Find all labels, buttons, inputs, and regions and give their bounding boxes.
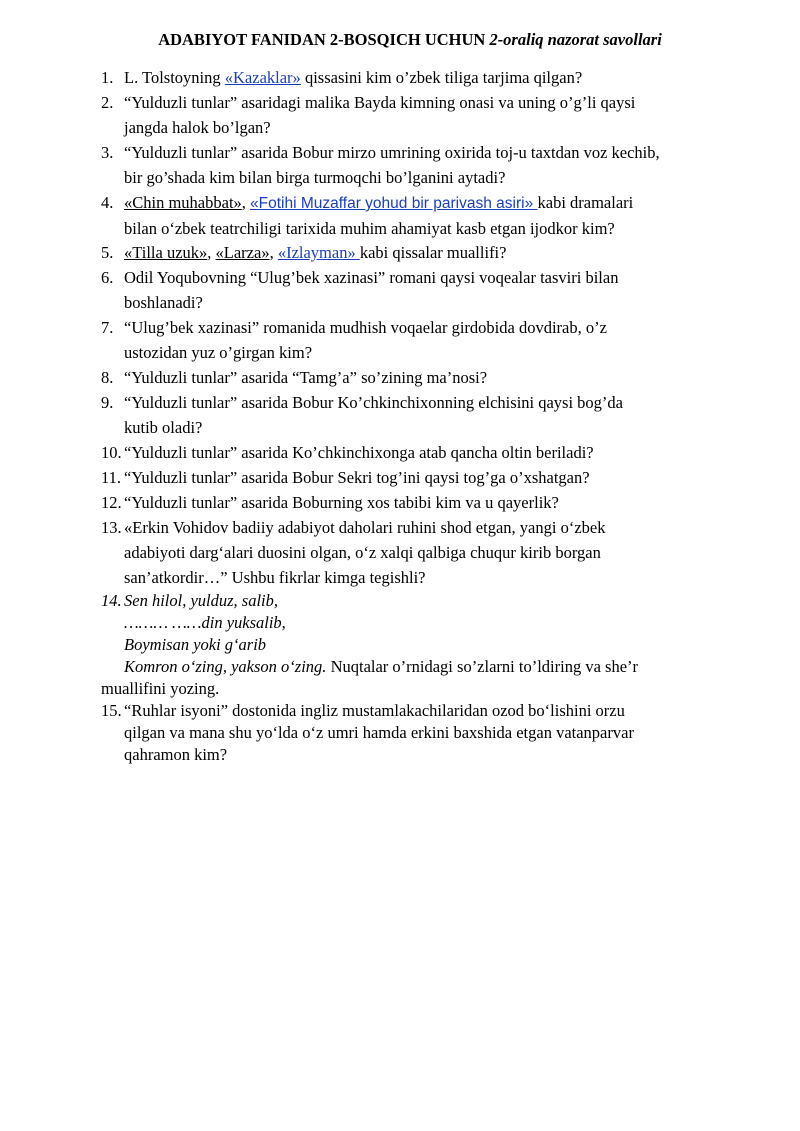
question-line: “Yulduzli tunlar” asarida Bobur mirzo umrining oxirida toj-u taxtdan voz kechib,	[124, 143, 660, 162]
question-text: kabi dramalari	[537, 193, 634, 212]
question-number: 10.	[101, 443, 122, 462]
question-text: qissasini kim o’zbek tiliga tarjima qilgan?	[300, 68, 583, 87]
question-14	[101, 590, 781, 700]
question-line: “Yulduzli tunlar” asarida Bobur Ko’chkinchixonning elchisini qaysi bog’da	[124, 393, 624, 412]
fotihi-muzaffar-link[interactable]: «Fotihi Muzaffar yohud bir parivash asiri»	[250, 195, 538, 212]
question-number: 1.	[101, 68, 114, 87]
question-4	[101, 190, 761, 241]
question-text: L. Tolstoyning	[124, 68, 225, 87]
question-number: 12.	[101, 493, 122, 512]
poem-line: ……… ……din yuksalib,	[124, 613, 286, 632]
poem-line: Komron o‘zing, yakson o‘zing.	[124, 657, 327, 676]
question-3	[101, 140, 761, 190]
question-line: adabiyoti darg‘alari duosini olgan, o‘z xalqi qalbiga chuqur kirib borgan	[124, 543, 601, 562]
question-number: 3.	[101, 143, 114, 162]
question-line: “Yulduzli tunlar” asarida Boburning xos tabibi kim va u qayerlik?	[124, 493, 559, 512]
question-number: 14.	[101, 591, 122, 610]
question-number: 7.	[101, 318, 114, 337]
question-15	[101, 700, 761, 766]
question-line: boshlanadi?	[124, 293, 203, 312]
title-bold: ADABIYOT FANIDAN 2-BOSQICH UCHUN	[158, 30, 486, 49]
question-6	[101, 265, 761, 315]
chin-muhabbat-title: «Chin muhabbat»	[124, 193, 242, 212]
question-9	[101, 390, 761, 440]
question-13	[101, 515, 761, 590]
question-line: “Yulduzli tunlar” asarida “Tamg’a” so’zining ma’nosi?	[124, 368, 488, 387]
question-line: bir go’shada kim bilan birga turmoqchi bo’lganini aytadi?	[124, 168, 506, 187]
question-2	[101, 90, 761, 140]
question-line: “Yulduzli tunlar” asaridagi malika Bayda kimning onasi va uning o’g’li qaysi	[124, 93, 636, 112]
question-number: 2.	[101, 93, 114, 112]
question-line: kutib oladi?	[124, 418, 203, 437]
question-line: bilan o‘zbek teatrchiligi tarixida muhim ahamiyat kasb etgan ijodkor kim?	[124, 219, 615, 238]
question-8	[101, 365, 761, 390]
question-number: 13.	[101, 518, 122, 537]
question-7	[101, 315, 761, 365]
question-line: “Yulduzli tunlar” asarida Bobur Sekri tog’ini qaysi tog’ga o’xshatgan?	[124, 468, 590, 487]
kazaklar-link[interactable]: «Kazaklar»	[224, 68, 301, 87]
question-10	[101, 440, 761, 465]
question-line: ustozidan yuz o’girgan kim?	[124, 343, 313, 362]
larza-title: «Larza»	[215, 243, 270, 262]
question-number: 4.	[101, 193, 114, 212]
tilla-uzuk-title: «Tilla uzuk»	[124, 243, 208, 262]
question-number: 15.	[101, 701, 122, 720]
separator: ,	[269, 243, 278, 262]
separator: ,	[207, 243, 216, 262]
question-text: muallifini yozing.	[101, 679, 220, 698]
page-title	[0, 30, 800, 50]
question-text: Nuqtalar o’rnidagi so’zlarni to’ldiring va she’r	[326, 657, 639, 676]
poem-line: Boymisan yoki g‘arib	[124, 635, 267, 654]
question-number: 11.	[101, 468, 122, 487]
question-1	[101, 65, 761, 90]
separator: ,	[241, 193, 251, 212]
question-line: qilgan va mana shu yo‘lda o‘z umri hamda erkini baxshida etgan vatanparvar	[124, 723, 634, 742]
izlayman-link[interactable]: «Izlayman»	[277, 243, 360, 262]
question-line: “Ruhlar isyoni” dostonida ingliz mustamlakachilaridan ozod bo‘lishini orzu	[124, 701, 625, 720]
question-line: «Erkin Vohidov badiiy adabiyot daholari ruhini shod etgan, yangi o‘zbek	[124, 518, 606, 537]
question-12	[101, 490, 761, 515]
question-line: “Yulduzli tunlar” asarida Ko’chkinchixonga atab qancha oltin beriladi?	[124, 443, 594, 462]
question-number: 6.	[101, 268, 114, 287]
question-number: 9.	[101, 393, 114, 412]
poem-line: Sen hilol, yulduz, salib,	[124, 591, 278, 610]
question-number: 8.	[101, 368, 114, 387]
question-line: Odil Yoqubovning “Ulug’bek xazinasi” romani qaysi voqealar tasviri bilan	[124, 268, 619, 287]
question-number: 5.	[101, 243, 114, 262]
question-line: san’atkordir…” Ushbu fikrlar kimga tegishli?	[124, 568, 426, 587]
question-11	[101, 465, 761, 490]
question-text: kabi qissalar muallifi?	[359, 243, 507, 262]
title-italic: 2-oraliq nazorat savollari	[489, 30, 662, 49]
question-5	[101, 240, 761, 265]
question-line: jangda halok bo’lgan?	[124, 118, 271, 137]
question-line: “Ulug’bek xazinasi” romanida mudhish voqaelar girdobida dovdirab, o’z	[124, 318, 607, 337]
question-line: qahramon kim?	[124, 745, 228, 764]
